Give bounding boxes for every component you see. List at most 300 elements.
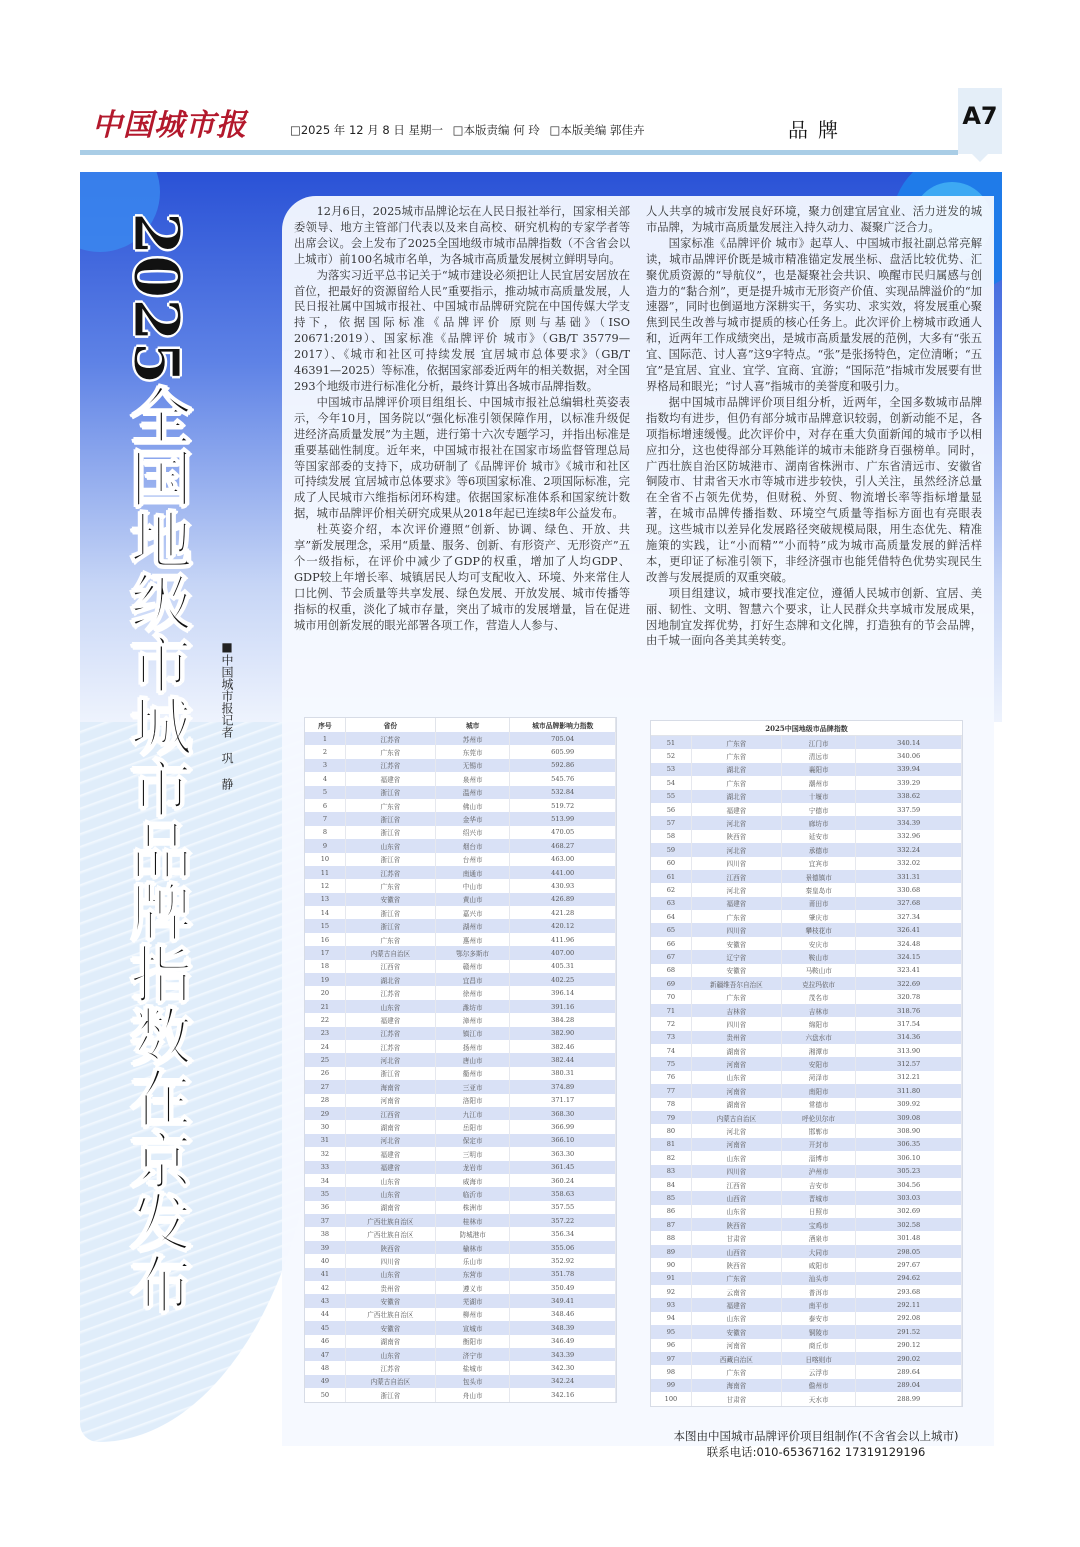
- rank-cell: 48: [305, 1361, 345, 1374]
- issue-meta: [290, 122, 651, 138]
- index-cell: 312.57: [856, 1057, 962, 1070]
- rank-cell: 65: [651, 923, 691, 936]
- province-cell: 四川省: [691, 857, 781, 870]
- table-caption: 2025中国地级市品牌指数: [651, 721, 962, 736]
- city-cell: 舟山市: [435, 1388, 510, 1401]
- city-cell: 宣城市: [435, 1321, 510, 1334]
- table-header-row: [305, 718, 616, 732]
- index-cell: 426.89: [510, 893, 616, 906]
- rank-cell: 96: [651, 1339, 691, 1352]
- rank-cell: 4: [305, 772, 345, 785]
- city-cell: 潍坊市: [435, 1000, 510, 1013]
- city-cell: 遵义市: [435, 1281, 510, 1294]
- index-cell: 337.59: [856, 803, 962, 816]
- province-cell: 海南省: [345, 1080, 435, 1093]
- province-cell: 浙江省: [345, 853, 435, 866]
- index-cell: 306.35: [856, 1138, 962, 1151]
- index-cell: 308.90: [856, 1124, 962, 1137]
- province-cell: 吉林省: [691, 1004, 781, 1017]
- rank-cell: 45: [305, 1321, 345, 1334]
- table-row: [305, 879, 616, 892]
- city-cell: 三明市: [435, 1147, 510, 1160]
- province-cell: 河北省: [691, 883, 781, 896]
- table-row: [305, 786, 616, 799]
- index-cell: 360.24: [510, 1174, 616, 1187]
- province-cell: 浙江省: [345, 812, 435, 825]
- province-cell: 海南省: [691, 1379, 781, 1392]
- rank-cell: 70: [651, 990, 691, 1003]
- table-row: [651, 964, 962, 977]
- rank-cell: 61: [651, 870, 691, 883]
- province-cell: 陕西省: [691, 830, 781, 843]
- index-cell: 294.62: [856, 1272, 962, 1285]
- city-cell: 桂林市: [435, 1214, 510, 1227]
- rank-cell: 72: [651, 1017, 691, 1030]
- table-row: [651, 870, 962, 883]
- province-cell: 河北省: [691, 843, 781, 856]
- index-cell: 463.00: [510, 853, 616, 866]
- province-cell: 安徽省: [691, 937, 781, 950]
- index-cell: 380.31: [510, 1067, 616, 1080]
- province-cell: 西藏自治区: [691, 1352, 781, 1365]
- index-cell: 350.49: [510, 1281, 616, 1294]
- ranking-table-51-100: [650, 720, 963, 1407]
- issue-date: □2025 年 12 月 8 日 星期一: [290, 123, 444, 137]
- city-cell: 普洱市: [781, 1285, 856, 1298]
- index-cell: 405.31: [510, 960, 616, 973]
- province-cell: 山东省: [691, 1205, 781, 1218]
- table-row: [305, 1388, 616, 1401]
- city-cell: 衡阳市: [435, 1335, 510, 1348]
- rank-cell: 33: [305, 1161, 345, 1174]
- rank-cell: 84: [651, 1178, 691, 1191]
- index-cell: 421.28: [510, 906, 616, 919]
- province-cell: 甘肃省: [691, 1231, 781, 1244]
- headline: [116, 212, 193, 1315]
- city-cell: 湖州市: [435, 919, 510, 932]
- province-cell: 广东省: [345, 933, 435, 946]
- table-row: [651, 910, 962, 923]
- index-cell: 311.80: [856, 1084, 962, 1097]
- table-row: [651, 776, 962, 789]
- table-row: [651, 843, 962, 856]
- city-cell: 岳阳市: [435, 1120, 510, 1133]
- index-cell: 314.36: [856, 1031, 962, 1044]
- rank-cell: 80: [651, 1124, 691, 1137]
- index-cell: 324.15: [856, 950, 962, 963]
- paragraph: 据中国城市品牌评价项目组分析，近两年，全国多数城市品牌指数均有进步，但仍有部分城市品牌意识较弱，创新动能不足，各项指标增速缓慢。此次评价中，对存在重大负面新闻的城市予以相应扣分，这也使得部分耳熟能详的城市未能跻身百强榜单。同时，广西壮族自治区防城港市、湖南省株洲市、广东省清远市、安徽省铜陵市、甘肃省天水市等城市进步较快，引人关注，虽然经济总量在全省不占领先优势，但财税、外贸、物流增长率等指标增量显著，在城市品牌传播指数、环境空气质量等指标方面也有亮眼表现。这些城市以差异化发展路径突破规模局限，用生态优先、精准施策的实践，让“小而精”“小而特”成为城市高质量发展的鲜活样本，更印证了标准引领下，非经济强市也能凭借特色优势实现民生改善与发展提质的双重突破。: [646, 395, 982, 584]
- index-cell: 302.58: [856, 1218, 962, 1231]
- table-row: [651, 1245, 962, 1258]
- table-row: [305, 839, 616, 852]
- rank-cell: 39: [305, 1241, 345, 1254]
- table-row: [305, 1174, 616, 1187]
- city-cell: 宁德市: [781, 803, 856, 816]
- index-cell: 358.63: [510, 1187, 616, 1200]
- rank-cell: 38: [305, 1227, 345, 1240]
- city-cell: 无锡市: [435, 759, 510, 772]
- province-cell: 广东省: [691, 1272, 781, 1285]
- rank-cell: 67: [651, 950, 691, 963]
- rank-cell: 10: [305, 853, 345, 866]
- rank-cell: 42: [305, 1281, 345, 1294]
- table-row: [651, 1017, 962, 1030]
- city-cell: 包头市: [435, 1375, 510, 1388]
- city-cell: 泸州市: [781, 1165, 856, 1178]
- table-row: [305, 1268, 616, 1281]
- city-cell: 安阳市: [781, 1057, 856, 1070]
- rank-cell: 82: [651, 1151, 691, 1164]
- rank-cell: 99: [651, 1379, 691, 1392]
- province-cell: 浙江省: [345, 1388, 435, 1401]
- province-cell: 江西省: [691, 870, 781, 883]
- index-cell: 304.56: [856, 1178, 962, 1191]
- newspaper-logo: 中国城市报: [92, 108, 247, 143]
- province-cell: 浙江省: [345, 919, 435, 932]
- table-row: [651, 1218, 962, 1231]
- province-cell: 浙江省: [345, 826, 435, 839]
- table-row: [651, 1312, 962, 1325]
- rank-cell: 15: [305, 919, 345, 932]
- index-cell: 366.99: [510, 1120, 616, 1133]
- province-cell: 山东省: [345, 1174, 435, 1187]
- rank-cell: 46: [305, 1335, 345, 1348]
- rank-cell: 19: [305, 973, 345, 986]
- index-cell: 357.22: [510, 1214, 616, 1227]
- city-cell: 龙岩市: [435, 1161, 510, 1174]
- index-cell: 342.24: [510, 1375, 616, 1388]
- city-cell: 中山市: [435, 879, 510, 892]
- table-body: [305, 732, 616, 1402]
- rank-cell: 53: [651, 763, 691, 776]
- index-cell: 309.08: [856, 1111, 962, 1124]
- province-cell: 广西壮族自治区: [345, 1308, 435, 1321]
- table-row: [651, 790, 962, 803]
- rank-cell: 56: [651, 803, 691, 816]
- table-row: [651, 923, 962, 936]
- index-cell: 338.62: [856, 790, 962, 803]
- index-cell: 402.25: [510, 973, 616, 986]
- city-cell: 湘潭市: [781, 1044, 856, 1057]
- province-cell: 湖北省: [691, 763, 781, 776]
- table-row: [651, 1205, 962, 1218]
- table-row: [651, 1138, 962, 1151]
- table-row: [305, 866, 616, 879]
- index-cell: 352.92: [510, 1254, 616, 1267]
- city-cell: 威海市: [435, 1174, 510, 1187]
- table-row: [651, 977, 962, 990]
- province-cell: 陕西省: [691, 1258, 781, 1271]
- province-cell: 江苏省: [345, 986, 435, 999]
- rank-cell: 90: [651, 1258, 691, 1271]
- city-cell: 宜昌市: [435, 973, 510, 986]
- table-row: [651, 1272, 962, 1285]
- rank-cell: 79: [651, 1111, 691, 1124]
- city-cell: 菏泽市: [781, 1071, 856, 1084]
- table-row: [651, 1165, 962, 1178]
- index-cell: 382.46: [510, 1040, 616, 1053]
- rank-cell: 12: [305, 879, 345, 892]
- province-cell: 贵州省: [345, 1281, 435, 1294]
- table-row: [651, 1098, 962, 1111]
- city-cell: 济宁市: [435, 1348, 510, 1361]
- table-row: [305, 946, 616, 959]
- index-cell: 342.16: [510, 1388, 616, 1401]
- city-cell: 开封市: [781, 1138, 856, 1151]
- rank-cell: 92: [651, 1285, 691, 1298]
- province-cell: 河南省: [691, 1339, 781, 1352]
- column-header-index: 城市品牌影响力指数: [510, 718, 616, 732]
- table-row: [651, 1365, 962, 1378]
- index-cell: 532.84: [510, 786, 616, 799]
- city-cell: 绵阳市: [781, 1017, 856, 1030]
- province-cell: 安徽省: [345, 1294, 435, 1307]
- table-row: [305, 1321, 616, 1334]
- table-row: [305, 1161, 616, 1174]
- city-cell: 宜宾市: [781, 857, 856, 870]
- index-cell: 332.02: [856, 857, 962, 870]
- index-cell: 313.90: [856, 1044, 962, 1057]
- rank-cell: 89: [651, 1245, 691, 1258]
- table-row: [651, 1258, 962, 1271]
- table-row: [651, 897, 962, 910]
- index-cell: 470.05: [510, 826, 616, 839]
- paragraph: 人人共享的城市发展良好环境，聚力创建宜居宜业、活力迸发的城市品牌，为城市高质量发展注入持久动力、凝聚广泛合力。: [646, 205, 982, 234]
- city-cell: 日喀则市: [781, 1352, 856, 1365]
- province-cell: 福建省: [345, 772, 435, 785]
- paragraph: 中国城市品牌评价项目组组长、中国城市报社总编辑杜英姿表示，今年10月，国务院以“强化标准引领保障作用，以标准升级促进经济高质量发展”为主题，进行第十六次专题学习，并指出标准是重要基础性制度。近年来，中国城市报社在国家市场监督管理总局等国家部委的支持下，成功研制了《品牌评价 城市》《城市和社区可持续发展 宜居城市总体要求》等6项国家标准、2项国际标准，完成了人民城市六维指标闭环构建。依据国家标准体系和国家统计数据，城市品牌评价相关研究成果从2018年起已连续8年公益发布。: [294, 395, 630, 521]
- province-cell: 广西壮族自治区: [345, 1214, 435, 1227]
- index-cell: 326.41: [856, 923, 962, 936]
- province-cell: 内蒙古自治区: [691, 1111, 781, 1124]
- paragraph: 杜英姿介绍，本次评价遵照“创新、协调、绿色、开放、共享”新发展理念，采用“质量、服务、创新、有形资产、无形资产”五个一级指标，在评价中减少了GDP的权重，增加了人均GDP、GDP较上年增长率、城镇居民人均可支配收入、环境、外来常住人口比例、节会质量等共享发展、绿色发展、开放发展、城市传播等指标的权重，淡化了城市存量，突出了城市的发展增量，旨在促进城市用创新发展的眼光部署各项工作，营造人人参与、: [294, 523, 630, 632]
- city-cell: 南通市: [435, 866, 510, 879]
- province-cell: 福建省: [345, 1161, 435, 1174]
- index-cell: 348.46: [510, 1308, 616, 1321]
- province-cell: 山东省: [691, 1151, 781, 1164]
- province-cell: 山东省: [345, 1187, 435, 1200]
- table-row: [651, 749, 962, 762]
- table-row: [305, 853, 616, 866]
- table-row: [651, 1178, 962, 1191]
- province-cell: 陕西省: [691, 1218, 781, 1231]
- index-cell: 349.41: [510, 1294, 616, 1307]
- province-cell: 内蒙古自治区: [345, 1375, 435, 1388]
- province-cell: 湖南省: [691, 1044, 781, 1057]
- city-cell: 马鞍山市: [781, 964, 856, 977]
- index-cell: 356.34: [510, 1227, 616, 1240]
- city-cell: 天水市: [781, 1392, 856, 1405]
- rank-cell: 8: [305, 826, 345, 839]
- city-cell: 攀枝花市: [781, 923, 856, 936]
- province-cell: 江西省: [691, 1178, 781, 1191]
- table-row: [305, 906, 616, 919]
- city-cell: 晋城市: [781, 1191, 856, 1204]
- province-cell: 山西省: [691, 1245, 781, 1258]
- province-cell: 广东省: [691, 776, 781, 789]
- rank-cell: 68: [651, 964, 691, 977]
- table-row: [305, 986, 616, 999]
- city-cell: 泰安市: [781, 1312, 856, 1325]
- index-cell: 318.76: [856, 1004, 962, 1017]
- index-cell: 545.76: [510, 772, 616, 785]
- index-cell: 513.99: [510, 812, 616, 825]
- index-cell: 327.68: [856, 897, 962, 910]
- table-row: [651, 1231, 962, 1244]
- rank-cell: 13: [305, 893, 345, 906]
- table-row: [305, 1281, 616, 1294]
- index-cell: 361.45: [510, 1161, 616, 1174]
- city-cell: 佛山市: [435, 799, 510, 812]
- table-row: [651, 1031, 962, 1044]
- index-cell: 374.89: [510, 1080, 616, 1093]
- province-cell: 安徽省: [691, 1325, 781, 1338]
- province-cell: 河南省: [691, 1057, 781, 1070]
- city-cell: 大同市: [781, 1245, 856, 1258]
- page-tab: [958, 88, 1002, 154]
- paragraph: 国家标准《品牌评价 城市》起草人、中国城市报社副总常亮解读，城市品牌评价既是城市精准锚定发展坐标、盘活比较优势、汇聚优质资源的“导航仪”，也是凝聚社会共识、唤醒市民归属感与创造力的“黏合剂”，更是提升城市无形资产价值、实现品牌溢价的“加速器”，同时也倒逼地方深耕实干，务实功、求实效，将发展重心聚焦到民生改善与城市提质的核心任务上。此次评价上榜城市政通人和，近两年工作成绩突出，是城市高质量发展的范例，大多有“张五宜、国际范、讨人喜”这9字特点。“张”是张扬特色，定位清晰；“五宜”是宜居、宜业、宜学、宜商、宜游；“国际范”指城市发展要有世界格局和眼光；“讨人喜”指城市的美誉度和吸引力。: [646, 236, 982, 393]
- city-cell: 吉林市: [781, 1004, 856, 1017]
- index-cell: 332.24: [856, 843, 962, 856]
- index-cell: 348.39: [510, 1321, 616, 1334]
- city-cell: 秦皇岛市: [781, 883, 856, 896]
- paragraph: 12月6日，2025城市品牌论坛在人民日报社举行，国家相关部委领导、地方主管部门代表以及来自高校、研究机构的专家学者等出席会议。会上发布了2025全国地级市城市品牌指数（不含省会以上城市）前100名城市名单，为各城市高质量发展树立鲜明导向。: [294, 205, 630, 266]
- table-row: [651, 950, 962, 963]
- rank-cell: 52: [651, 749, 691, 762]
- rank-cell: 17: [305, 946, 345, 959]
- index-cell: 339.94: [856, 763, 962, 776]
- rank-cell: 50: [305, 1388, 345, 1401]
- index-cell: 334.39: [856, 816, 962, 829]
- rank-cell: 98: [651, 1365, 691, 1378]
- province-cell: 广东省: [345, 745, 435, 758]
- article-column-left: [294, 204, 630, 633]
- province-cell: 湖南省: [345, 1120, 435, 1133]
- table-row: [305, 1147, 616, 1160]
- rank-cell: 71: [651, 1004, 691, 1017]
- header-rule: [80, 150, 958, 155]
- rank-cell: 1: [305, 732, 345, 745]
- table-row: [305, 826, 616, 839]
- index-cell: 468.27: [510, 839, 616, 852]
- index-cell: 441.00: [510, 866, 616, 879]
- rank-cell: 88: [651, 1231, 691, 1244]
- city-cell: 镇江市: [435, 1027, 510, 1040]
- province-cell: 河北省: [691, 816, 781, 829]
- city-cell: 莆田市: [781, 897, 856, 910]
- city-cell: 安庆市: [781, 937, 856, 950]
- province-cell: 福建省: [691, 1298, 781, 1311]
- index-cell: 705.04: [510, 732, 616, 745]
- city-cell: 日照市: [781, 1205, 856, 1218]
- rank-cell: 41: [305, 1268, 345, 1281]
- province-cell: 山东省: [345, 1000, 435, 1013]
- rank-cell: 32: [305, 1147, 345, 1160]
- city-cell: 温州市: [435, 786, 510, 799]
- column-header-rank: 序号: [305, 718, 345, 732]
- rank-cell: 34: [305, 1174, 345, 1187]
- city-cell: 邯郸市: [781, 1124, 856, 1137]
- city-cell: 铜陵市: [781, 1325, 856, 1338]
- city-cell: 金华市: [435, 812, 510, 825]
- table-row: [305, 1254, 616, 1267]
- province-cell: 辽宁省: [691, 950, 781, 963]
- province-cell: 河南省: [345, 1094, 435, 1107]
- headline-year: 2025: [120, 212, 193, 385]
- province-cell: 广东省: [691, 1365, 781, 1378]
- province-cell: 广西壮族自治区: [345, 1227, 435, 1240]
- rank-cell: 27: [305, 1080, 345, 1093]
- city-cell: 盐城市: [435, 1361, 510, 1374]
- rank-cell: 22: [305, 1013, 345, 1026]
- index-cell: 363.30: [510, 1147, 616, 1160]
- rank-cell: 20: [305, 986, 345, 999]
- city-cell: 鞍山市: [781, 950, 856, 963]
- index-cell: 519.72: [510, 799, 616, 812]
- city-cell: 廊坊市: [781, 816, 856, 829]
- province-cell: 四川省: [345, 1254, 435, 1267]
- rank-cell: 77: [651, 1084, 691, 1097]
- table-row: [651, 830, 962, 843]
- province-cell: 江苏省: [345, 866, 435, 879]
- city-cell: 洛阳市: [435, 1094, 510, 1107]
- table-row: [651, 1379, 962, 1392]
- rank-cell: 73: [651, 1031, 691, 1044]
- rank-cell: 35: [305, 1187, 345, 1200]
- province-cell: 广东省: [691, 749, 781, 762]
- rank-cell: 36: [305, 1201, 345, 1214]
- rank-cell: 24: [305, 1040, 345, 1053]
- index-cell: 305.23: [856, 1165, 962, 1178]
- city-cell: 儋州市: [781, 1379, 856, 1392]
- city-cell: 柳州市: [435, 1308, 510, 1321]
- city-cell: 淄博市: [781, 1151, 856, 1164]
- province-cell: 浙江省: [345, 906, 435, 919]
- table-row: [305, 1227, 616, 1240]
- city-cell: 肇庆市: [781, 910, 856, 923]
- rank-cell: 40: [305, 1254, 345, 1267]
- table-row: [651, 1071, 962, 1084]
- rank-cell: 43: [305, 1294, 345, 1307]
- city-cell: 常德市: [781, 1098, 856, 1111]
- rank-cell: 93: [651, 1298, 691, 1311]
- city-cell: 徐州市: [435, 986, 510, 999]
- table-row: [651, 1044, 962, 1057]
- paragraph: 项目组建议，城市要找准定位，遵循人民城市创新、宜居、美丽、韧性、文明、智慧六个要求，让人民群众共享城市发展成果，因地制宜发挥优势，打好生态牌和文化牌，打造独有的节会品牌，由千城一面向各美其美转变。: [646, 586, 982, 648]
- city-cell: 唐山市: [435, 1053, 510, 1066]
- index-cell: 289.64: [856, 1365, 962, 1378]
- rank-cell: 64: [651, 910, 691, 923]
- province-cell: 江西省: [345, 1107, 435, 1120]
- city-cell: 南平市: [781, 1298, 856, 1311]
- table-row: [305, 960, 616, 973]
- table-row: [305, 933, 616, 946]
- index-cell: 301.48: [856, 1231, 962, 1244]
- table-row: [305, 919, 616, 932]
- city-cell: 株洲市: [435, 1201, 510, 1214]
- rank-cell: 100: [651, 1392, 691, 1405]
- province-cell: 江苏省: [345, 759, 435, 772]
- index-cell: 340.06: [856, 749, 962, 762]
- province-cell: 新疆维吾尔自治区: [691, 977, 781, 990]
- index-cell: 351.78: [510, 1268, 616, 1281]
- rank-cell: 37: [305, 1214, 345, 1227]
- city-cell: 绍兴市: [435, 826, 510, 839]
- table-row: [305, 1040, 616, 1053]
- table-row: [651, 990, 962, 1003]
- page-number: A7: [962, 102, 998, 130]
- paragraph: 为落实习近平总书记关于“城市建设必须把让人民宜居安居放在首位，把最好的资源留给人民”重要指示，推动城市高质量发展，人民日报社属中国城市报社、中国城市品牌研究院在中国传媒大学支持下，依据国际标准《品牌评价 原则与基础》（ISO 20671:2019）、国家标准《品牌评价 城市》（GB/T 35779—2017）、《城市和社区可持续发展 宜居城市总体要求》（GB/T 46391—2025）等标准，依据国家部委近两年的相关数据，对全国293个地级市进行标准化分析，最终计算出各城市品牌指数。: [294, 268, 630, 393]
